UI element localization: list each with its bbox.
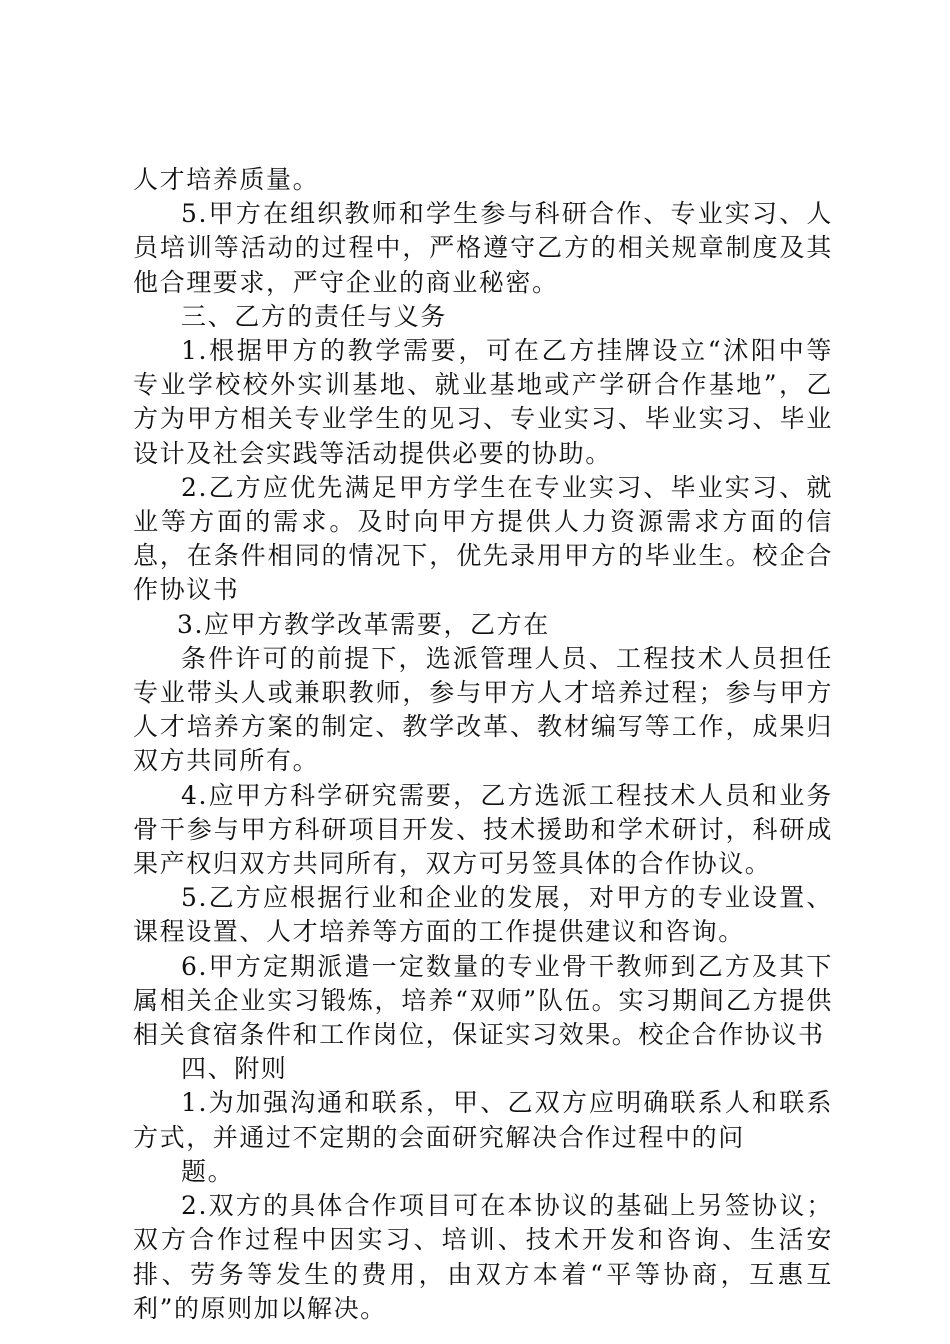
paragraph-0: 人才培养质量。	[133, 165, 320, 194]
paragraph-3: 1.根据甲方的教学需要，可在乙方挂牌设立“沭阳中等专业学校校外实训基地、就业基地或产学研合作基地”，乙方为甲方相关专业学生的见习、专业实习、毕业实习、毕业设计及社会实践等活动提供必要的协助。	[133, 336, 833, 468]
paragraph-8: 5.乙方应根据行业和企业的发展，对甲方的专业设置、课程设置、人才培养等方面的工作提供建议和咨询。	[133, 883, 833, 947]
section-heading-4: 四、附则	[181, 1054, 288, 1084]
section-heading-3: 三、乙方的责任与义务	[181, 301, 448, 331]
paragraph-9: 6.甲方定期派遣一定数量的专业骨干教师到乙方及其下属相关企业实习锻炼，培养“双师”队伍。实习期间乙方提供相关食宿条件和工作岗位，保证实习效果。校企合作协议书	[133, 951, 833, 1050]
document-body	[133, 163, 833, 1326]
paragraph-12: 题。	[181, 1156, 235, 1186]
paragraph-13: 2.双方的具体合作项目可在本协议的基础上另签协议；双方合作过程中因实习、培训、技术开发和咨询、生活安排、劳务等发生的费用，由双方本着“平等协商，互惠互利”的原则加以解决。	[133, 1191, 833, 1323]
paragraph-11: 1.为加强沟通和联系，甲、乙双方应明确联系人和联系方式，并通过不定期的会面研究解决合作过程中的问	[133, 1088, 833, 1152]
paragraph-6: 条件许可的前提下，选派管理人员、工程技术人员担任专业带头人或兼职教师，参与甲方人才培养过程；参与甲方人才培养方案的制定、教学改革、教材编写等工作，成果归双方共同所有。	[133, 643, 833, 776]
paragraph-5: 3.应甲方教学改革需要，乙方在	[177, 609, 550, 639]
paragraph-7: 4.应甲方科学研究需要，乙方选派工程技术人员和业务骨干参与甲方科研项目开发、技术援助和学术研讨，科研成果产权归双方共同所有，双方可另签具体的合作协议。	[133, 780, 833, 879]
paragraph-1: 5.甲方在组织教师和学生参与科研合作、专业实习、人员培训等活动的过程中，严格遵守乙方的相关规章制度及其他合理要求，严守企业的商业秘密。	[133, 199, 833, 297]
paragraph-4: 2.乙方应优先满足甲方学生在专业实习、毕业实习、就业等方面的需求。及时向甲方提供人力资源需求方面的信息，在条件相同的情况下，优先录用甲方的毕业生。校企合作协议书	[133, 472, 833, 605]
